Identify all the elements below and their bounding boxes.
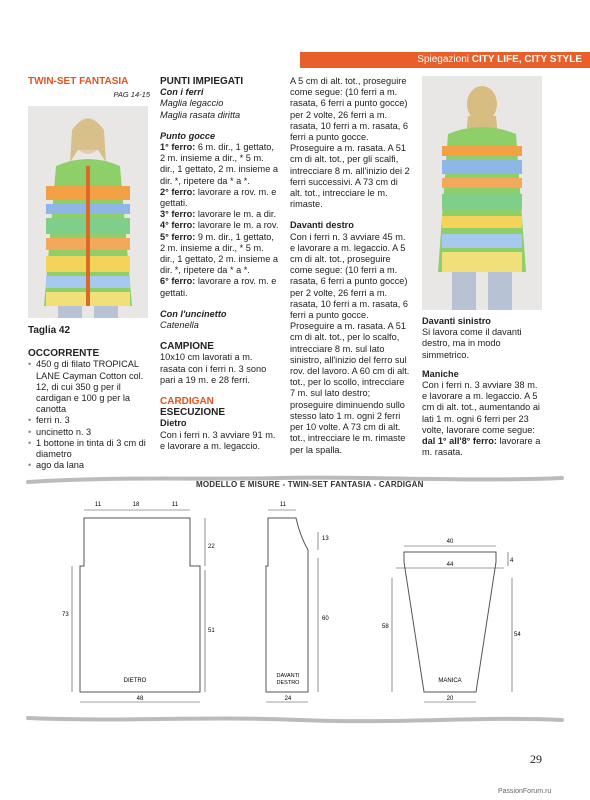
drop-row-text: 6 m. dir., 1 gettato, 2 m. insieme a dir., * 5 m. dir., 1 gettato, 2 m. insieme a dir. *, ripetere da * a *. [160, 142, 278, 186]
materials-item: • ferri n. 3 [28, 415, 150, 426]
dim-back-width: 48 [136, 696, 144, 702]
right-bottom-column [422, 316, 542, 458]
drop-row-text: lavorare le m. a dir. [195, 209, 277, 220]
dim-back-total: 73 [62, 612, 69, 618]
dim-front-height: 60 [322, 616, 329, 622]
pattern-title: TWIN-SET FANTASIA [28, 76, 129, 87]
front-right-text: Con i ferri n. 3 avviare 45 m. e lavorare a m. legaccio. A 5 cm di alt. tot., proseguire come segue: (10 ferri a m. rasata, 6 ferri a punto gocce) per 2 volte, 26 ferri a m. rasata, 10 ferri a m. rasata, 6 ferri a punto gocce. Proseguire a m. rasata. A 51 cm di alt. tot., per lo scalfo, intrecciare 8 m. sul lato sinistro, all'inizio del ferro sul rov. del lavoro. A 60 cm di alt. tot., per lo scollo, intrecciare 7 m. sul lato destro; proseguire diminuendo sullo stesso lato 1 m. ogni 2 ferri per 10 volte. A 73 cm di alt. tot., intrecciare le m. rimaste per la spalla. [290, 231, 410, 455]
site-watermark: PassionForum.ru [498, 788, 552, 795]
sleeves-text [422, 380, 542, 458]
page-number: 29 [530, 752, 542, 766]
stitch-stockinette: Maglia rasata diritta [160, 109, 241, 120]
label-front-1: DAVANTI [276, 673, 300, 679]
model-photo-front [28, 106, 148, 318]
materials-column [28, 325, 150, 471]
drop-row-key: 5° ferro: [160, 231, 196, 242]
execution-title: ESECUZIONE [160, 407, 226, 419]
front-right-title: Davanti destro [290, 220, 354, 231]
cardigan-title: CARDIGAN [160, 396, 214, 408]
needles-subtitle: Con i ferri [160, 87, 204, 98]
drop-row-key: 1° ferro: [160, 142, 196, 153]
drop-row [160, 209, 280, 220]
drop-stitch-rows [160, 142, 280, 299]
back-text: Con i ferri n. 3 avviare 91 m. e lavorare a m. legaccio. [160, 429, 276, 451]
materials-item: • 1 bottone in tinta di 3 cm di diametro [28, 438, 150, 460]
dim-back-top-left: 11 [94, 502, 102, 508]
drop-row-text: lavorare a rov. m. e gettati. [160, 276, 277, 298]
page-reference: PAG 14-15 [113, 90, 150, 100]
gauge-text: 10x10 cm lavorati a m. rasata con i ferri n. 3 sono pari a 19 m. e 28 ferri. [160, 352, 267, 385]
drop-row-key: 3° ferro: [160, 209, 196, 220]
materials-item: • uncinetto n. 3 [28, 427, 150, 438]
back-title: Dietro [160, 418, 187, 429]
drop-row [160, 276, 280, 298]
right-text-column [290, 76, 410, 456]
sleeves-text-main: Con i ferri n. 3 avviare 38 m. e lavorare a m. legaccio. A 5 cm di alt. tot., aumentando ai lati 1 m. ogni 6 ferri per 23 volte, lavorare come segue: [422, 380, 540, 435]
stitch-garter: Maglia legaccio [160, 98, 224, 109]
dim-sleeve-cuff: 4 [510, 558, 514, 564]
dim-sleeve-upper: 44 [446, 562, 454, 568]
model-photo-back [422, 76, 542, 310]
label-front-2: DESTRO [276, 680, 300, 686]
section-header [300, 52, 590, 68]
materials-item: • 450 g di filato TROPICAL LANE Cayman Cotton col. 12, di cui 350 g per il cardigan e 100 g per la canotta [28, 359, 150, 415]
sleeves-title: Maniche [422, 368, 459, 379]
dim-front-width: 24 [284, 696, 292, 702]
crochet-title: Con l'uncinetto [160, 308, 227, 319]
drop-row [160, 220, 280, 231]
drop-row-text: lavorare le m. a rov. [195, 220, 279, 231]
sleeves-text-end: lavorare a m. rasata. [422, 436, 541, 458]
middle-column [160, 76, 280, 452]
materials-item: • ago da lana [28, 460, 150, 471]
diagram-title: MODELLO E MISURE - TWIN-SET FANTASIA - CARDIGAN [196, 480, 424, 489]
stitches-title: PUNTI IMPIEGATI [160, 76, 244, 87]
drop-row-key: 6° ferro: [160, 276, 196, 287]
drop-row-key: 4° ferro: [160, 220, 196, 231]
drop-row [160, 232, 280, 277]
back-continued: A 5 cm di alt. tot., proseguire come segue: (10 ferri a m. rasata, 6 ferri a punto gocce) per 2 volte, 26 ferri a m. rasata, 10 ferri a m. rasata, 6 ferri a punto gocce. Proseguire a m. rasata. A 51 cm di alt. tot., per gli scalfi, intrecciare 8 m. all'inizio dei 2 ferri successivi. A 73 cm di alt. tot., intrecciare le m. rimaste. [290, 76, 410, 210]
materials-list [28, 359, 150, 471]
dim-back-top-right: 11 [171, 502, 179, 508]
label-back: DIETRO [123, 678, 147, 684]
size-label: Taglia 42 [28, 325, 71, 336]
dim-front-neck: 13 [322, 536, 329, 542]
label-sleeve: MANICA [438, 678, 462, 684]
sleeves-text-bold: dal 1° all'8° ferro: [422, 436, 497, 447]
dim-back-top-mid: 18 [132, 502, 140, 508]
materials-title: OCCORRENTE [28, 348, 100, 360]
dim-back-lower: 51 [208, 628, 215, 634]
drop-row-text: lavorare a rov. m. e gettati. [160, 186, 277, 209]
section-title: CITY LIFE, CITY STYLE [471, 54, 582, 65]
drop-row-key: 2° ferro: [160, 186, 196, 197]
dim-sleeve-left: 58 [382, 624, 389, 630]
drop-row [160, 187, 280, 209]
dim-front-top: 11 [279, 502, 287, 508]
drop-stitch-title: Punto gocce [160, 130, 216, 141]
drop-row [160, 142, 280, 187]
dim-sleeve-right: 54 [514, 632, 521, 638]
dim-sleeve-bottom: 20 [446, 696, 454, 702]
dim-back-armhole: 22 [208, 544, 215, 550]
crochet-stitch: Catenella [160, 320, 199, 331]
left-column [28, 76, 150, 100]
front-left-title: Davanti sinistro [422, 316, 491, 326]
dim-sleeve-top: 40 [446, 539, 454, 545]
gauge-title: CAMPIONE [160, 341, 214, 353]
section-label: Spiegazioni [417, 54, 470, 65]
drop-row-text: 9 m. dir., 1 gettato, 2 m. insieme a dir., * 5 m. dir., 1 gettato, 2 m. insieme a dir. *, ripetere da * a *. [160, 231, 278, 276]
schematic-diagram [0, 470, 590, 730]
front-left-text: Si lavora come il davanti destro, ma in modo simmetrico. [422, 327, 522, 360]
